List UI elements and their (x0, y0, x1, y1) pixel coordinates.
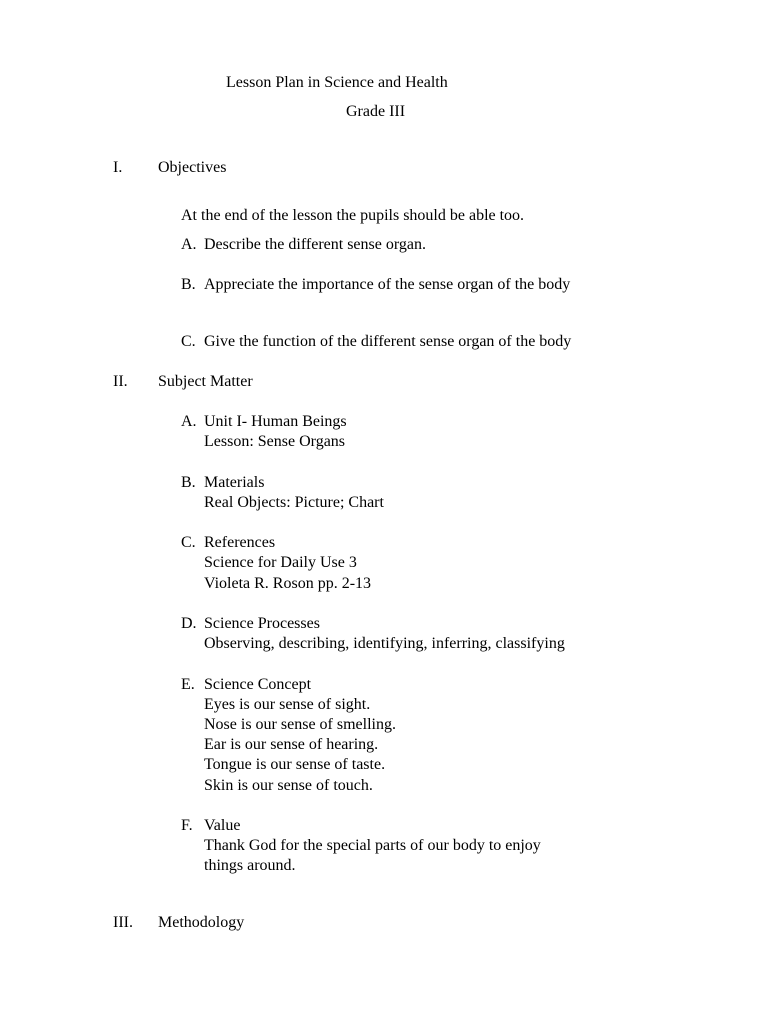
item-line: Real Objects: Picture; Chart (204, 494, 384, 511)
item-letter: B. (181, 276, 196, 293)
item-letter: A. (181, 236, 197, 253)
section-heading: Subject Matter (158, 373, 253, 390)
item-title: Science Concept (204, 676, 312, 693)
item-line: things around. (204, 857, 296, 874)
item-line: Observing, describing, identifying, inferring, classifying (204, 635, 565, 652)
item-title: Materials (204, 474, 265, 491)
item-line: Violeta R. Roson pp. 2-13 (204, 575, 372, 592)
item-text: Appreciate the importance of the sense organ of the body (204, 276, 571, 293)
section-heading: Methodology (158, 914, 245, 931)
item-letter: D. (181, 615, 197, 632)
grade-level: Grade III (346, 103, 406, 120)
section-numeral: I. (113, 159, 123, 176)
objectives-intro: At the end of the lesson the pupils should be able too. (181, 207, 525, 224)
item-text: Describe the different sense organ. (204, 236, 426, 253)
section-heading: Objectives (158, 159, 227, 176)
item-line: Tongue is our sense of taste. (204, 756, 386, 773)
item-title: Unit I- Human Beings (204, 413, 347, 430)
item-letter: B. (181, 474, 196, 491)
item-letter: F. (181, 817, 193, 834)
item-line: Science for Daily Use 3 (204, 554, 357, 571)
item-line: Eyes is our sense of sight. (204, 696, 371, 713)
item-title: References (204, 534, 276, 551)
item-text: Give the function of the different sense organ of the body (204, 333, 572, 350)
item-line: Nose is our sense of smelling. (204, 716, 396, 733)
item-letter: C. (181, 333, 196, 350)
section-numeral: II. (113, 373, 128, 390)
document-title: Lesson Plan in Science and Health (226, 74, 448, 91)
item-title: Value (204, 817, 241, 834)
section-numeral: III. (113, 914, 133, 931)
item-line: Skin is our sense of touch. (204, 777, 373, 794)
item-letter: C. (181, 534, 196, 551)
item-title: Science Processes (204, 615, 320, 632)
item-line: Ear is our sense of hearing. (204, 736, 379, 753)
item-letter: E. (181, 676, 195, 693)
item-letter: A. (181, 413, 197, 430)
item-line: Thank God for the special parts of our body to enjoy (204, 837, 541, 854)
item-line: Lesson: Sense Organs (204, 433, 346, 450)
